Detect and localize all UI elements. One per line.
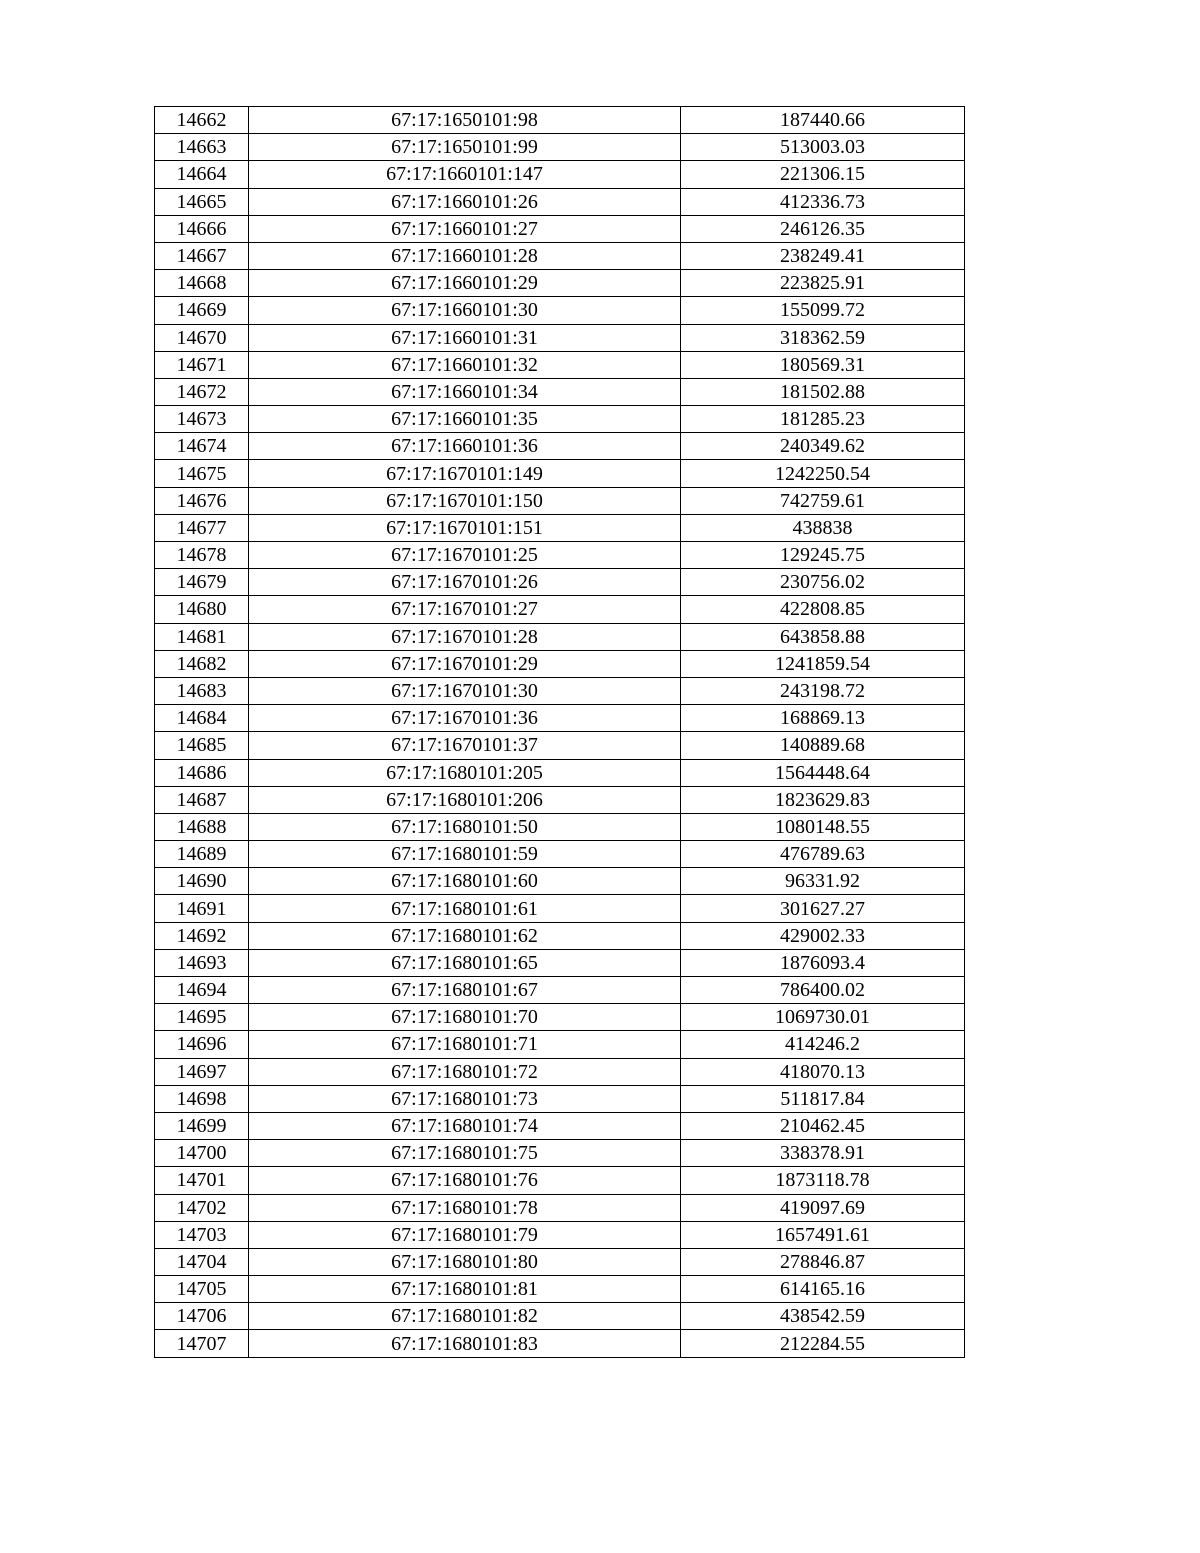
value-cell: 230756.02 [681, 569, 965, 596]
value-cell: 418070.13 [681, 1058, 965, 1085]
cadastral-number-cell: 67:17:1660101:26 [249, 188, 681, 215]
cadastral-number-cell: 67:17:1680101:205 [249, 759, 681, 786]
cadastral-number-cell: 67:17:1680101:62 [249, 922, 681, 949]
cadastral-number-cell: 67:17:1670101:37 [249, 732, 681, 759]
row-number-cell: 14680 [155, 596, 249, 623]
row-number-cell: 14668 [155, 270, 249, 297]
row-number-cell: 14683 [155, 677, 249, 704]
value-cell: 181285.23 [681, 406, 965, 433]
value-cell: 238249.41 [681, 242, 965, 269]
row-number-cell: 14681 [155, 623, 249, 650]
value-cell: 1876093.4 [681, 949, 965, 976]
cadastral-number-cell: 67:17:1670101:26 [249, 569, 681, 596]
cadastral-number-cell: 67:17:1670101:29 [249, 650, 681, 677]
table-row [155, 161, 965, 188]
table-row [155, 623, 965, 650]
cadastral-number-cell: 67:17:1680101:78 [249, 1194, 681, 1221]
table-row [155, 1194, 965, 1221]
cadastral-number-cell: 67:17:1680101:74 [249, 1112, 681, 1139]
row-number-cell: 14674 [155, 433, 249, 460]
value-cell: 212284.55 [681, 1330, 965, 1357]
data-table [154, 106, 965, 1358]
row-number-cell: 14702 [155, 1194, 249, 1221]
table-row [155, 107, 965, 134]
cadastral-number-cell: 67:17:1680101:75 [249, 1140, 681, 1167]
cadastral-number-cell: 67:17:1680101:60 [249, 868, 681, 895]
table-row [155, 705, 965, 732]
value-cell: 221306.15 [681, 161, 965, 188]
cadastral-number-cell: 67:17:1670101:28 [249, 623, 681, 650]
row-number-cell: 14667 [155, 242, 249, 269]
row-number-cell: 14677 [155, 514, 249, 541]
value-cell: 1873118.78 [681, 1167, 965, 1194]
value-cell: 246126.35 [681, 215, 965, 242]
value-cell: 786400.02 [681, 977, 965, 1004]
value-cell: 240349.62 [681, 433, 965, 460]
value-cell: 1823629.83 [681, 786, 965, 813]
row-number-cell: 14684 [155, 705, 249, 732]
table-row [155, 977, 965, 1004]
table-row [155, 1248, 965, 1275]
row-number-cell: 14662 [155, 107, 249, 134]
row-number-cell: 14703 [155, 1221, 249, 1248]
row-number-cell: 14690 [155, 868, 249, 895]
row-number-cell: 14699 [155, 1112, 249, 1139]
row-number-cell: 14698 [155, 1085, 249, 1112]
cadastral-number-cell: 67:17:1670101:151 [249, 514, 681, 541]
row-number-cell: 14697 [155, 1058, 249, 1085]
row-number-cell: 14707 [155, 1330, 249, 1357]
row-number-cell: 14688 [155, 813, 249, 840]
table-body [155, 107, 965, 1358]
table-row [155, 215, 965, 242]
cadastral-number-cell: 67:17:1680101:206 [249, 786, 681, 813]
cadastral-number-cell: 67:17:1660101:28 [249, 242, 681, 269]
value-cell: 511817.84 [681, 1085, 965, 1112]
cadastral-number-cell: 67:17:1660101:32 [249, 351, 681, 378]
value-cell: 301627.27 [681, 895, 965, 922]
value-cell: 422808.85 [681, 596, 965, 623]
cadastral-number-cell: 67:17:1670101:27 [249, 596, 681, 623]
cadastral-number-cell: 67:17:1680101:73 [249, 1085, 681, 1112]
cadastral-number-cell: 67:17:1680101:72 [249, 1058, 681, 1085]
table-row [155, 1112, 965, 1139]
table-row [155, 596, 965, 623]
row-number-cell: 14706 [155, 1303, 249, 1330]
row-number-cell: 14669 [155, 297, 249, 324]
cadastral-number-cell: 67:17:1680101:61 [249, 895, 681, 922]
row-number-cell: 14704 [155, 1248, 249, 1275]
table-row [155, 378, 965, 405]
table-row [155, 1140, 965, 1167]
row-number-cell: 14673 [155, 406, 249, 433]
table-row [155, 1031, 965, 1058]
value-cell: 168869.13 [681, 705, 965, 732]
row-number-cell: 14675 [155, 460, 249, 487]
value-cell: 429002.33 [681, 922, 965, 949]
table-row [155, 188, 965, 215]
table-row [155, 1167, 965, 1194]
row-number-cell: 14692 [155, 922, 249, 949]
cadastral-number-cell: 67:17:1650101:98 [249, 107, 681, 134]
value-cell: 438542.59 [681, 1303, 965, 1330]
value-cell: 476789.63 [681, 841, 965, 868]
table-row [155, 514, 965, 541]
value-cell: 412336.73 [681, 188, 965, 215]
value-cell: 1657491.61 [681, 1221, 965, 1248]
cadastral-number-cell: 67:17:1680101:70 [249, 1004, 681, 1031]
table-row [155, 351, 965, 378]
value-cell: 1242250.54 [681, 460, 965, 487]
table-row [155, 868, 965, 895]
row-number-cell: 14705 [155, 1276, 249, 1303]
row-number-cell: 14696 [155, 1031, 249, 1058]
value-cell: 742759.61 [681, 487, 965, 514]
table-row [155, 732, 965, 759]
row-number-cell: 14682 [155, 650, 249, 677]
value-cell: 223825.91 [681, 270, 965, 297]
row-number-cell: 14663 [155, 134, 249, 161]
cadastral-number-cell: 67:17:1670101:149 [249, 460, 681, 487]
table-row [155, 1276, 965, 1303]
table-row [155, 759, 965, 786]
value-cell: 1564448.64 [681, 759, 965, 786]
cadastral-number-cell: 67:17:1680101:71 [249, 1031, 681, 1058]
table-row [155, 922, 965, 949]
value-cell: 438838 [681, 514, 965, 541]
value-cell: 513003.03 [681, 134, 965, 161]
row-number-cell: 14679 [155, 569, 249, 596]
cadastral-number-cell: 67:17:1660101:30 [249, 297, 681, 324]
cadastral-number-cell: 67:17:1680101:67 [249, 977, 681, 1004]
row-number-cell: 14694 [155, 977, 249, 1004]
table-row [155, 134, 965, 161]
cadastral-number-cell: 67:17:1670101:150 [249, 487, 681, 514]
cadastral-number-cell: 67:17:1660101:27 [249, 215, 681, 242]
table-row [155, 297, 965, 324]
value-cell: 1241859.54 [681, 650, 965, 677]
cadastral-number-cell: 67:17:1680101:76 [249, 1167, 681, 1194]
table-row [155, 1330, 965, 1357]
row-number-cell: 14700 [155, 1140, 249, 1167]
table-row [155, 433, 965, 460]
cadastral-number-cell: 67:17:1670101:36 [249, 705, 681, 732]
table-row [155, 1085, 965, 1112]
cadastral-number-cell: 67:17:1660101:34 [249, 378, 681, 405]
row-number-cell: 14678 [155, 542, 249, 569]
value-cell: 129245.75 [681, 542, 965, 569]
row-number-cell: 14665 [155, 188, 249, 215]
row-number-cell: 14695 [155, 1004, 249, 1031]
value-cell: 96331.92 [681, 868, 965, 895]
value-cell: 278846.87 [681, 1248, 965, 1275]
row-number-cell: 14701 [155, 1167, 249, 1194]
value-cell: 614165.16 [681, 1276, 965, 1303]
value-cell: 181502.88 [681, 378, 965, 405]
cadastral-number-cell: 67:17:1680101:80 [249, 1248, 681, 1275]
value-cell: 210462.45 [681, 1112, 965, 1139]
row-number-cell: 14676 [155, 487, 249, 514]
table-row [155, 487, 965, 514]
value-cell: 419097.69 [681, 1194, 965, 1221]
cadastral-number-cell: 67:17:1680101:50 [249, 813, 681, 840]
table-row [155, 841, 965, 868]
value-cell: 318362.59 [681, 324, 965, 351]
cadastral-number-cell: 67:17:1660101:29 [249, 270, 681, 297]
row-number-cell: 14685 [155, 732, 249, 759]
row-number-cell: 14693 [155, 949, 249, 976]
table-row [155, 1004, 965, 1031]
value-cell: 414246.2 [681, 1031, 965, 1058]
row-number-cell: 14689 [155, 841, 249, 868]
table-row [155, 542, 965, 569]
value-cell: 1069730.01 [681, 1004, 965, 1031]
table-row [155, 406, 965, 433]
cadastral-number-cell: 67:17:1670101:25 [249, 542, 681, 569]
row-number-cell: 14666 [155, 215, 249, 242]
table-row [155, 949, 965, 976]
value-cell: 1080148.55 [681, 813, 965, 840]
table-row [155, 650, 965, 677]
table-row [155, 270, 965, 297]
row-number-cell: 14664 [155, 161, 249, 188]
cadastral-number-cell: 67:17:1660101:31 [249, 324, 681, 351]
table-row [155, 1221, 965, 1248]
cadastral-number-cell: 67:17:1680101:81 [249, 1276, 681, 1303]
cadastral-number-cell: 67:17:1680101:83 [249, 1330, 681, 1357]
row-number-cell: 14672 [155, 378, 249, 405]
table-row [155, 242, 965, 269]
cadastral-number-cell: 67:17:1660101:36 [249, 433, 681, 460]
row-number-cell: 14670 [155, 324, 249, 351]
table-row [155, 324, 965, 351]
value-cell: 140889.68 [681, 732, 965, 759]
value-cell: 243198.72 [681, 677, 965, 704]
table-row [155, 813, 965, 840]
value-cell: 643858.88 [681, 623, 965, 650]
value-cell: 338378.91 [681, 1140, 965, 1167]
value-cell: 180569.31 [681, 351, 965, 378]
value-cell: 187440.66 [681, 107, 965, 134]
table-row [155, 677, 965, 704]
table-row [155, 569, 965, 596]
table-row [155, 1058, 965, 1085]
table-row [155, 786, 965, 813]
cadastral-number-cell: 67:17:1670101:30 [249, 677, 681, 704]
cadastral-number-cell: 67:17:1660101:35 [249, 406, 681, 433]
row-number-cell: 14687 [155, 786, 249, 813]
cadastral-number-cell: 67:17:1650101:99 [249, 134, 681, 161]
cadastral-number-cell: 67:17:1680101:65 [249, 949, 681, 976]
cadastral-number-cell: 67:17:1680101:59 [249, 841, 681, 868]
cadastral-number-cell: 67:17:1680101:82 [249, 1303, 681, 1330]
table-row [155, 1303, 965, 1330]
row-number-cell: 14691 [155, 895, 249, 922]
cadastral-number-cell: 67:17:1660101:147 [249, 161, 681, 188]
value-cell: 155099.72 [681, 297, 965, 324]
row-number-cell: 14686 [155, 759, 249, 786]
row-number-cell: 14671 [155, 351, 249, 378]
table-row [155, 460, 965, 487]
table-row [155, 895, 965, 922]
cadastral-number-cell: 67:17:1680101:79 [249, 1221, 681, 1248]
